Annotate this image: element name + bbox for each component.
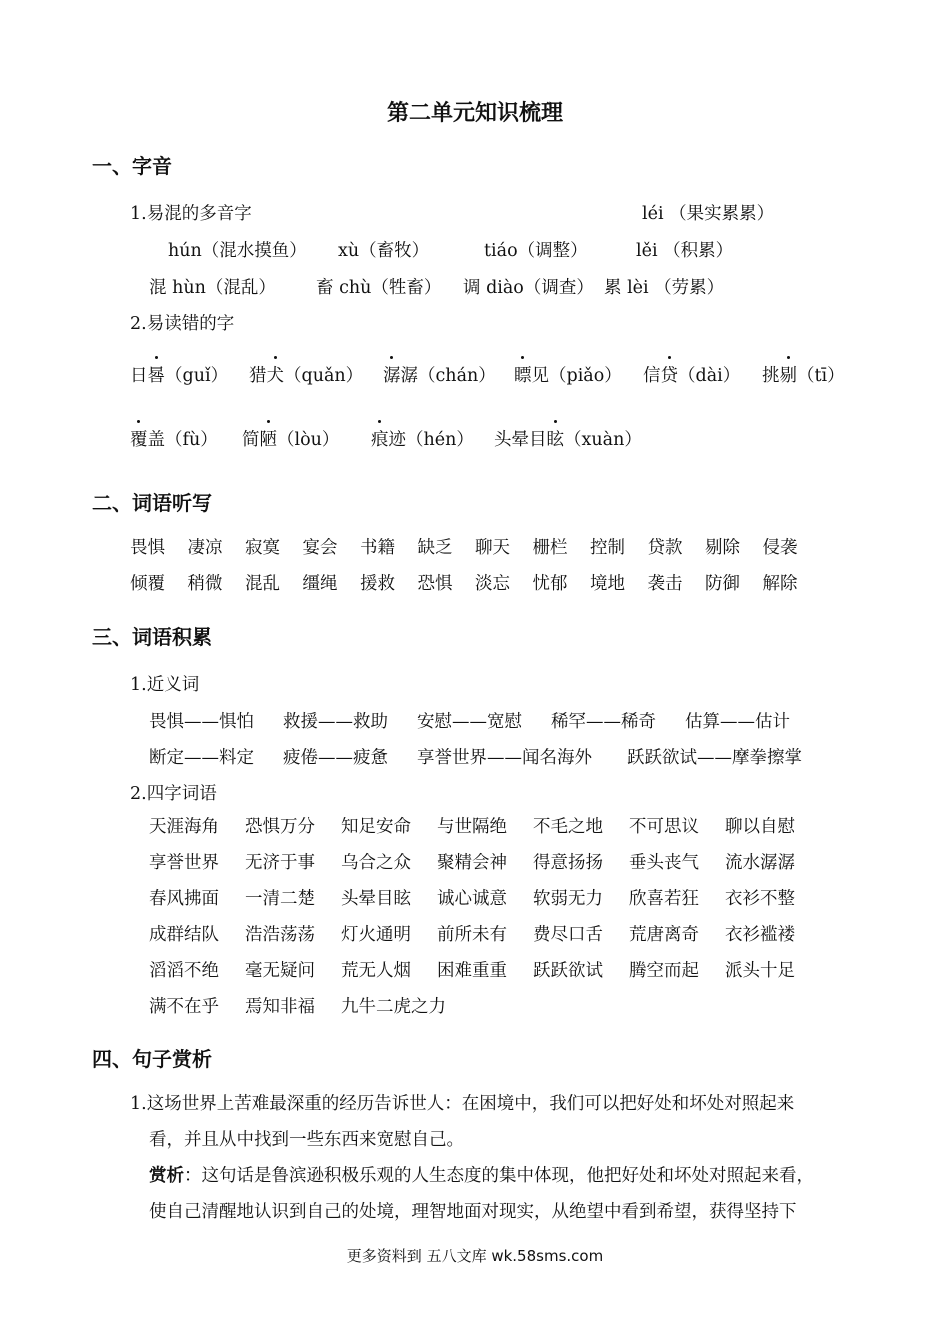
dictation-word: 淡忘 [475,574,510,594]
idiom: 无济于事 [245,853,315,873]
misread-item: 潺潺（chán） [383,362,496,387]
dictation-word: 贷款 [647,538,683,558]
dictation-word-grid [130,530,820,602]
synonym-pair: 断定——料定 [149,748,254,768]
idiom: 毫无疑问 [245,961,315,981]
emphasis-dot-char: 晷 [148,362,166,387]
synonym-pair: 享誉世界——闻名海外 [417,748,592,768]
dictation-word: 倾覆 [130,574,165,594]
idiom: 春风拂面 [149,889,219,909]
idiom: 腾空而起 [629,961,699,981]
subheading-misread-chars: 2.易读错的字 [130,314,235,334]
analysis-text: 使自己清醒地认识到自己的处境，理智地面对现实，从绝望中看到希望，获得坚持下 [149,1202,797,1222]
idiom: 天涯海角 [149,817,219,837]
idiom: 衣衫不整 [725,889,795,909]
idiom: 诚心诚意 [437,889,507,909]
polyphone-item: xù（畜牧） [338,241,430,261]
idiom: 恐惧万分 [245,817,315,837]
idiom: 荒无人烟 [341,961,411,981]
synonym-pair: 跃跃欲试——摩拳擦掌 [627,748,802,768]
idiom: 与世隔绝 [437,817,507,837]
dictation-word: 凄凉 [187,538,223,558]
section-heading-sentence-analysis: 四、句子赏析 [92,1047,212,1071]
idiom: 头晕目眩 [341,889,411,909]
synonym-pair: 疲倦——疲惫 [283,748,388,768]
sentence-line: 看，并且从中找到一些东西来宽慰自己。 [149,1130,464,1150]
dictation-word: 防御 [705,574,740,594]
dictation-word: 寂寞 [245,538,280,558]
idiom: 欣喜若狂 [629,889,699,909]
idiom: 享誉世界 [149,853,219,873]
analysis-text: ：这句话是鲁滨逊积极乐观的人生态度的集中体现，他把好处和坏处对照起来看， [184,1166,814,1186]
dictation-word: 聊天 [475,538,510,558]
idiom: 不毛之地 [533,817,603,837]
polyphone-item: 累 lèi （劳累） [604,278,725,298]
idiom: 聚精会神 [437,853,507,873]
emphasis-dot-char: 潺 [383,362,401,387]
idiom: 派头十足 [725,961,795,981]
idiom: 垂头丧气 [629,853,699,873]
idiom: 流水潺潺 [725,853,795,873]
dictation-word: 恐惧 [417,574,453,594]
idiom: 满不在乎 [149,997,219,1017]
synonym-pair: 稀罕——稀奇 [551,712,656,732]
dictation-word: 书籍 [360,538,395,558]
dictation-word: 宴会 [302,538,338,558]
idiom: 荒唐离奇 [629,925,699,945]
polyphone-item: hún（混水摸鱼） [168,241,307,261]
synonym-pair: 估算——估计 [685,712,790,732]
section-heading-dictation: 二、词语听写 [92,491,212,515]
misread-item: 挑剔（tī） [762,362,845,387]
section-heading-pronunciation: 一、字音 [92,154,172,178]
subheading-synonyms: 1.近义词 [130,675,200,695]
polyphone-item: tiáo（调整） [484,241,588,261]
footer-watermark: 更多资料到 五八文库 wk.58sms.com [346,1247,604,1265]
idiom: 知足安命 [341,817,411,837]
dictation-word: 缺乏 [417,538,453,558]
idiom: 困难重重 [437,961,507,981]
dictation-word: 控制 [590,538,625,558]
idiom: 一清二楚 [245,889,315,909]
dictation-word: 稍微 [187,574,223,594]
dictation-word: 栅栏 [532,538,568,558]
idiom: 得意扬扬 [533,853,603,873]
synonym-pair: 畏惧——惧怕 [149,712,254,732]
polyphone-item: 混 hùn（混乱） [149,278,276,298]
synonym-pair: 安慰——宽慰 [417,712,522,732]
analysis-block [149,1158,879,1230]
dictation-word: 缰绳 [302,574,338,594]
section-heading-vocab: 三、词语积累 [92,625,212,649]
polyphone-item: lěi （积累） [636,241,734,261]
idiom: 浩浩荡荡 [245,925,315,945]
subheading-polyphones: 1.易混的多音字 [130,204,252,224]
dictation-word: 境地 [590,574,625,594]
dictation-word: 忧郁 [532,574,568,594]
misread-item: 瞟见（piǎo） [514,362,622,387]
sentence-question-1 [130,1086,875,1158]
idiom-grid [149,809,821,1025]
misread-item: 简陋（lòu） [242,426,339,451]
emphasis-dot-char: 瞟 [514,362,532,387]
idiom: 跃跃欲试 [533,961,603,981]
idiom: 九牛二虎之力 [341,997,446,1017]
idiom: 成群结队 [149,925,219,945]
idiom: 衣衫褴褛 [725,925,795,945]
dictation-word: 畏惧 [130,538,165,558]
idiom: 费尽口舌 [533,925,603,945]
idiom: 焉知非福 [245,997,315,1017]
analysis-label: 赏析 [149,1166,184,1186]
polyphone-item: 调 diào（调查） [463,278,594,298]
misread-item: 猎犬（quǎn） [249,362,363,387]
misread-item: 信贷（dài） [643,362,740,387]
emphasis-dot-char: 眩 [547,426,565,451]
emphasis-dot-char: 剔 [780,362,798,387]
idiom: 不可思议 [629,817,699,837]
misread-item: 痕迹（hén） [371,426,474,451]
dictation-word: 解除 [762,574,798,594]
misread-item: 覆盖（fù） [130,426,218,451]
idiom: 聊以自慰 [725,817,795,837]
emphasis-dot-char: 陋 [260,426,278,451]
emphasis-dot-char: 贷 [661,362,679,387]
misread-item: 日晷（guǐ） [130,362,228,387]
dictation-word: 剔除 [705,538,740,558]
polyphone-lei-fruit: léi （果实累累） [642,204,775,224]
dictation-word: 混乱 [245,574,280,594]
emphasis-dot-char: 犬 [267,362,285,387]
sentence-line: 1.这场世界上苦难最深重的经历告诉世人：在困境中，我们可以把好处和坏处对照起来 [130,1094,795,1114]
emphasis-dot-char: 覆 [130,426,148,451]
subheading-four-char-idioms: 2.四字词语 [130,784,217,804]
idiom: 乌合之众 [341,853,411,873]
idiom: 软弱无力 [533,889,603,909]
polyphone-item: 畜 chù（牲畜） [316,278,442,298]
emphasis-dot-char: 痕 [371,426,389,451]
dictation-word: 援救 [360,574,395,594]
dictation-word: 侵袭 [762,538,798,558]
idiom: 灯火通明 [341,925,411,945]
page-title: 第二单元知识梳理 [386,101,563,126]
idiom: 滔滔不绝 [149,961,219,981]
dictation-word: 袭击 [647,574,683,594]
misread-item: 头晕目眩（xuàn） [494,426,642,451]
idiom: 前所未有 [437,925,507,945]
synonym-pair: 救援——救助 [283,712,388,732]
